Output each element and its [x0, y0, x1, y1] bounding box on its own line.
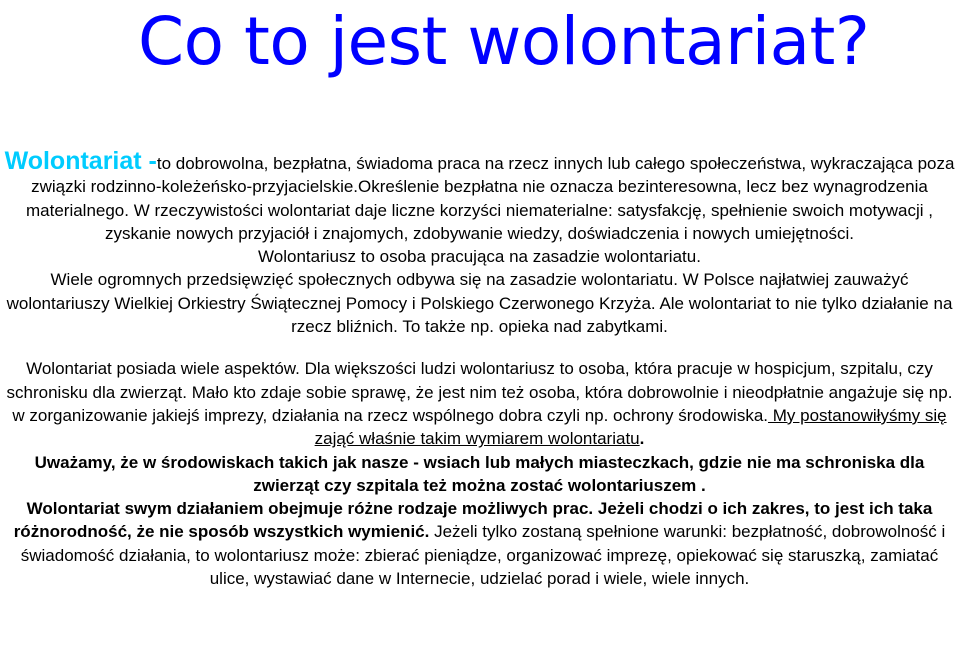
environment-paragraph: Uważamy, że w środowiskach takich jak nasze - wsiach lub małych miasteczkach, gdzie nie ma schroniska dla zwierząt czy szpitala też można zostać wolontariuszem .: [34, 452, 925, 495]
definition-paragraph: [0, 147, 959, 245]
range-paragraph: [0, 497, 959, 590]
volunteer-definition: Wolontariusz to osoba pracująca na zasadzie wolontariatu.: [258, 247, 701, 267]
page-title: Co to jest wolontariat?: [138, 3, 870, 80]
definition-text: to dobrowolna, bezpłatna, świadoma praca na rzecz innych lub całego społeczeństwa, wykraczająca poza związki rodzinno-koleżeńsko-przyjacielskie.Określenie bezpłatna nie oznacza bezinteresowna, lecz bez wynagrodzenia materialnego. W rzeczywistości wolontariat daje liczne korzyści niematerialne: satysfakcję, spełnienie swoich motywacji , zyskanie nowych przyjaciół i znajomych, zdobywanie wiedzy, doświadczenia i nowych umiejętności.: [25, 154, 955, 243]
range-bold-text: Wolontariat swym działaniem obejmuje różne rodzaje możliwych prac. Jeżeli chodzi o ich zakres, to jest ich taka różnorodność, że nie sposób wszystkich wymienić.: [13, 499, 933, 542]
document-body: [0, 147, 959, 590]
underlined-statement: My postanowiłyśmy się zająć właśnie takim wymiarem wolontariatu: [314, 405, 947, 449]
paragraph-spacer: [0, 338, 959, 357]
range-text: Jeżeli tylko zostaną spełnione warunki: bezpłatność, dobrowolność i świadomość działania, to wolontariusz może: zbierać pieniądze, organizować imprezę, opiekować się staruszką, zamiatać ulice, wystawiać dane w Internecie, udzielać porad i wiele, wiele innych.: [20, 522, 946, 589]
aspects-text: Wolontariat posiada wiele aspektów. Dla większości ludzi wolontariusz to osoba, która pracuje w hospicjum, szpitalu, czy schronisku dla zwierząt. Mało kto zdaje sobie sprawę, że jest nim też osoba, która dobrowolnie i nieodpłatnie angażuje się np. w zorganizowanie jakiejś imprezy, działania na rzecz wspólnego dobra czyli np. ochrony środowiska.: [6, 359, 953, 425]
social-projects-paragraph: Wiele ogromnych przedsięwzięć społecznych odbywa się na zasadzie wolontariatu. W Polsce najłatwiej zauważyć wolontariuszy Wielkiej Orkiestry Świątecznej Pomocy i Polskiego Czerwonego Krzyża. Ale wolontariat to nie tylko działanie na rzecz bliźnich. To także np. opieka nad zabytkami.: [6, 270, 953, 337]
aspects-end: .: [639, 429, 645, 449]
lead-term: Wolontariat -: [4, 147, 157, 175]
aspects-paragraph: [0, 357, 959, 450]
